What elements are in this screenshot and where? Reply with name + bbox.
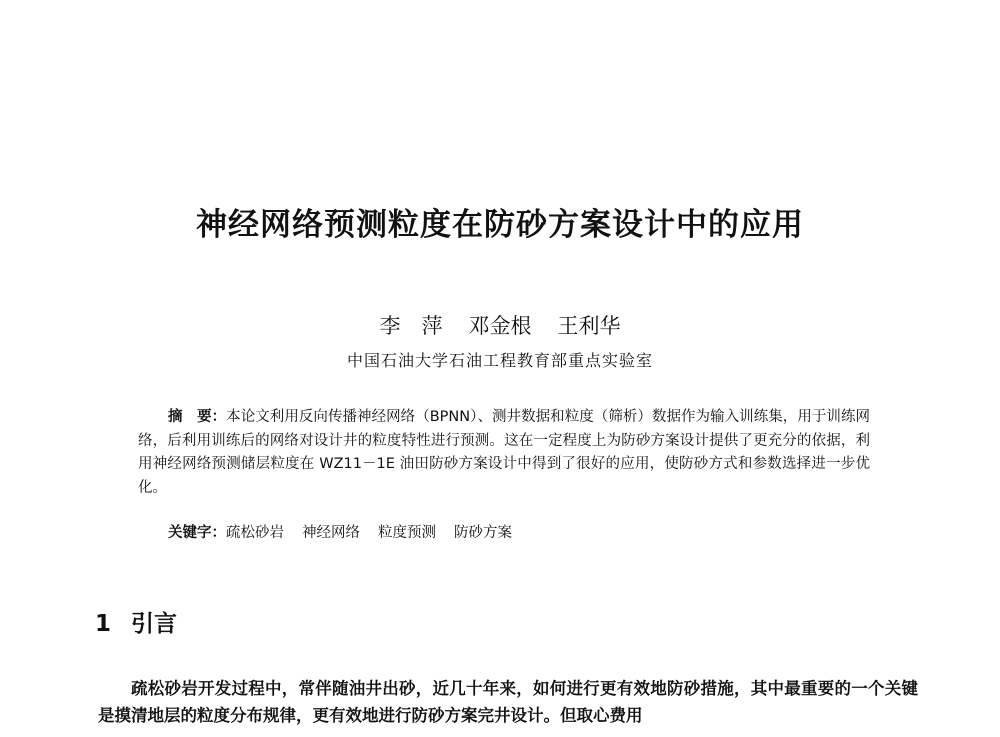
keywords-line xyxy=(168,521,868,545)
section-number: 1 xyxy=(95,611,112,637)
abstract-paragraph xyxy=(138,406,870,500)
abstract-label: 摘 要： xyxy=(168,409,227,425)
author-name: 李 萍 xyxy=(379,314,443,338)
keyword: 神经网络 xyxy=(302,525,360,541)
keyword: 防砂方案 xyxy=(454,525,512,541)
section-heading xyxy=(95,607,177,641)
author-name: 王利华 xyxy=(557,314,621,338)
keyword: 疏松砂岩 xyxy=(226,525,284,541)
body-paragraph: 疏松砂岩开发过程中，常伴随油井出砂，近几十年来，如何进行更有效地防砂措施，其中最重要的一个关键是摸清地层的粒度分布规律，更有效地进行防砂方案完井设计。但取心费用 xyxy=(98,679,918,725)
section-title: 引言 xyxy=(131,611,177,637)
author-name: 邓金根 xyxy=(468,314,532,338)
keywords-label: 关键字： xyxy=(168,525,226,541)
paper-title: 神经网络预测粒度在防砂方案设计中的应用 xyxy=(196,207,804,243)
abstract-text: 本论文利用反向传播神经网络（BPNN）、测井数据和粒度（筛析）数据作为输入训练集，用于训练网络，后利用训练后的网络对设计井的粒度特性进行预测。这在一定程度上为防砂方案设计提供了更充分的依据，利用神经网络预测储层粒度在 WZ11－1E 油田防砂方案设计中得到了很好的应用，使防砂方式和参数选择进一步优化。 xyxy=(138,409,871,496)
keyword: 粒度预测 xyxy=(378,525,436,541)
author-list xyxy=(0,312,1000,340)
author-affiliation: 中国石油大学石油工程教育部重点实验室 xyxy=(346,351,653,370)
